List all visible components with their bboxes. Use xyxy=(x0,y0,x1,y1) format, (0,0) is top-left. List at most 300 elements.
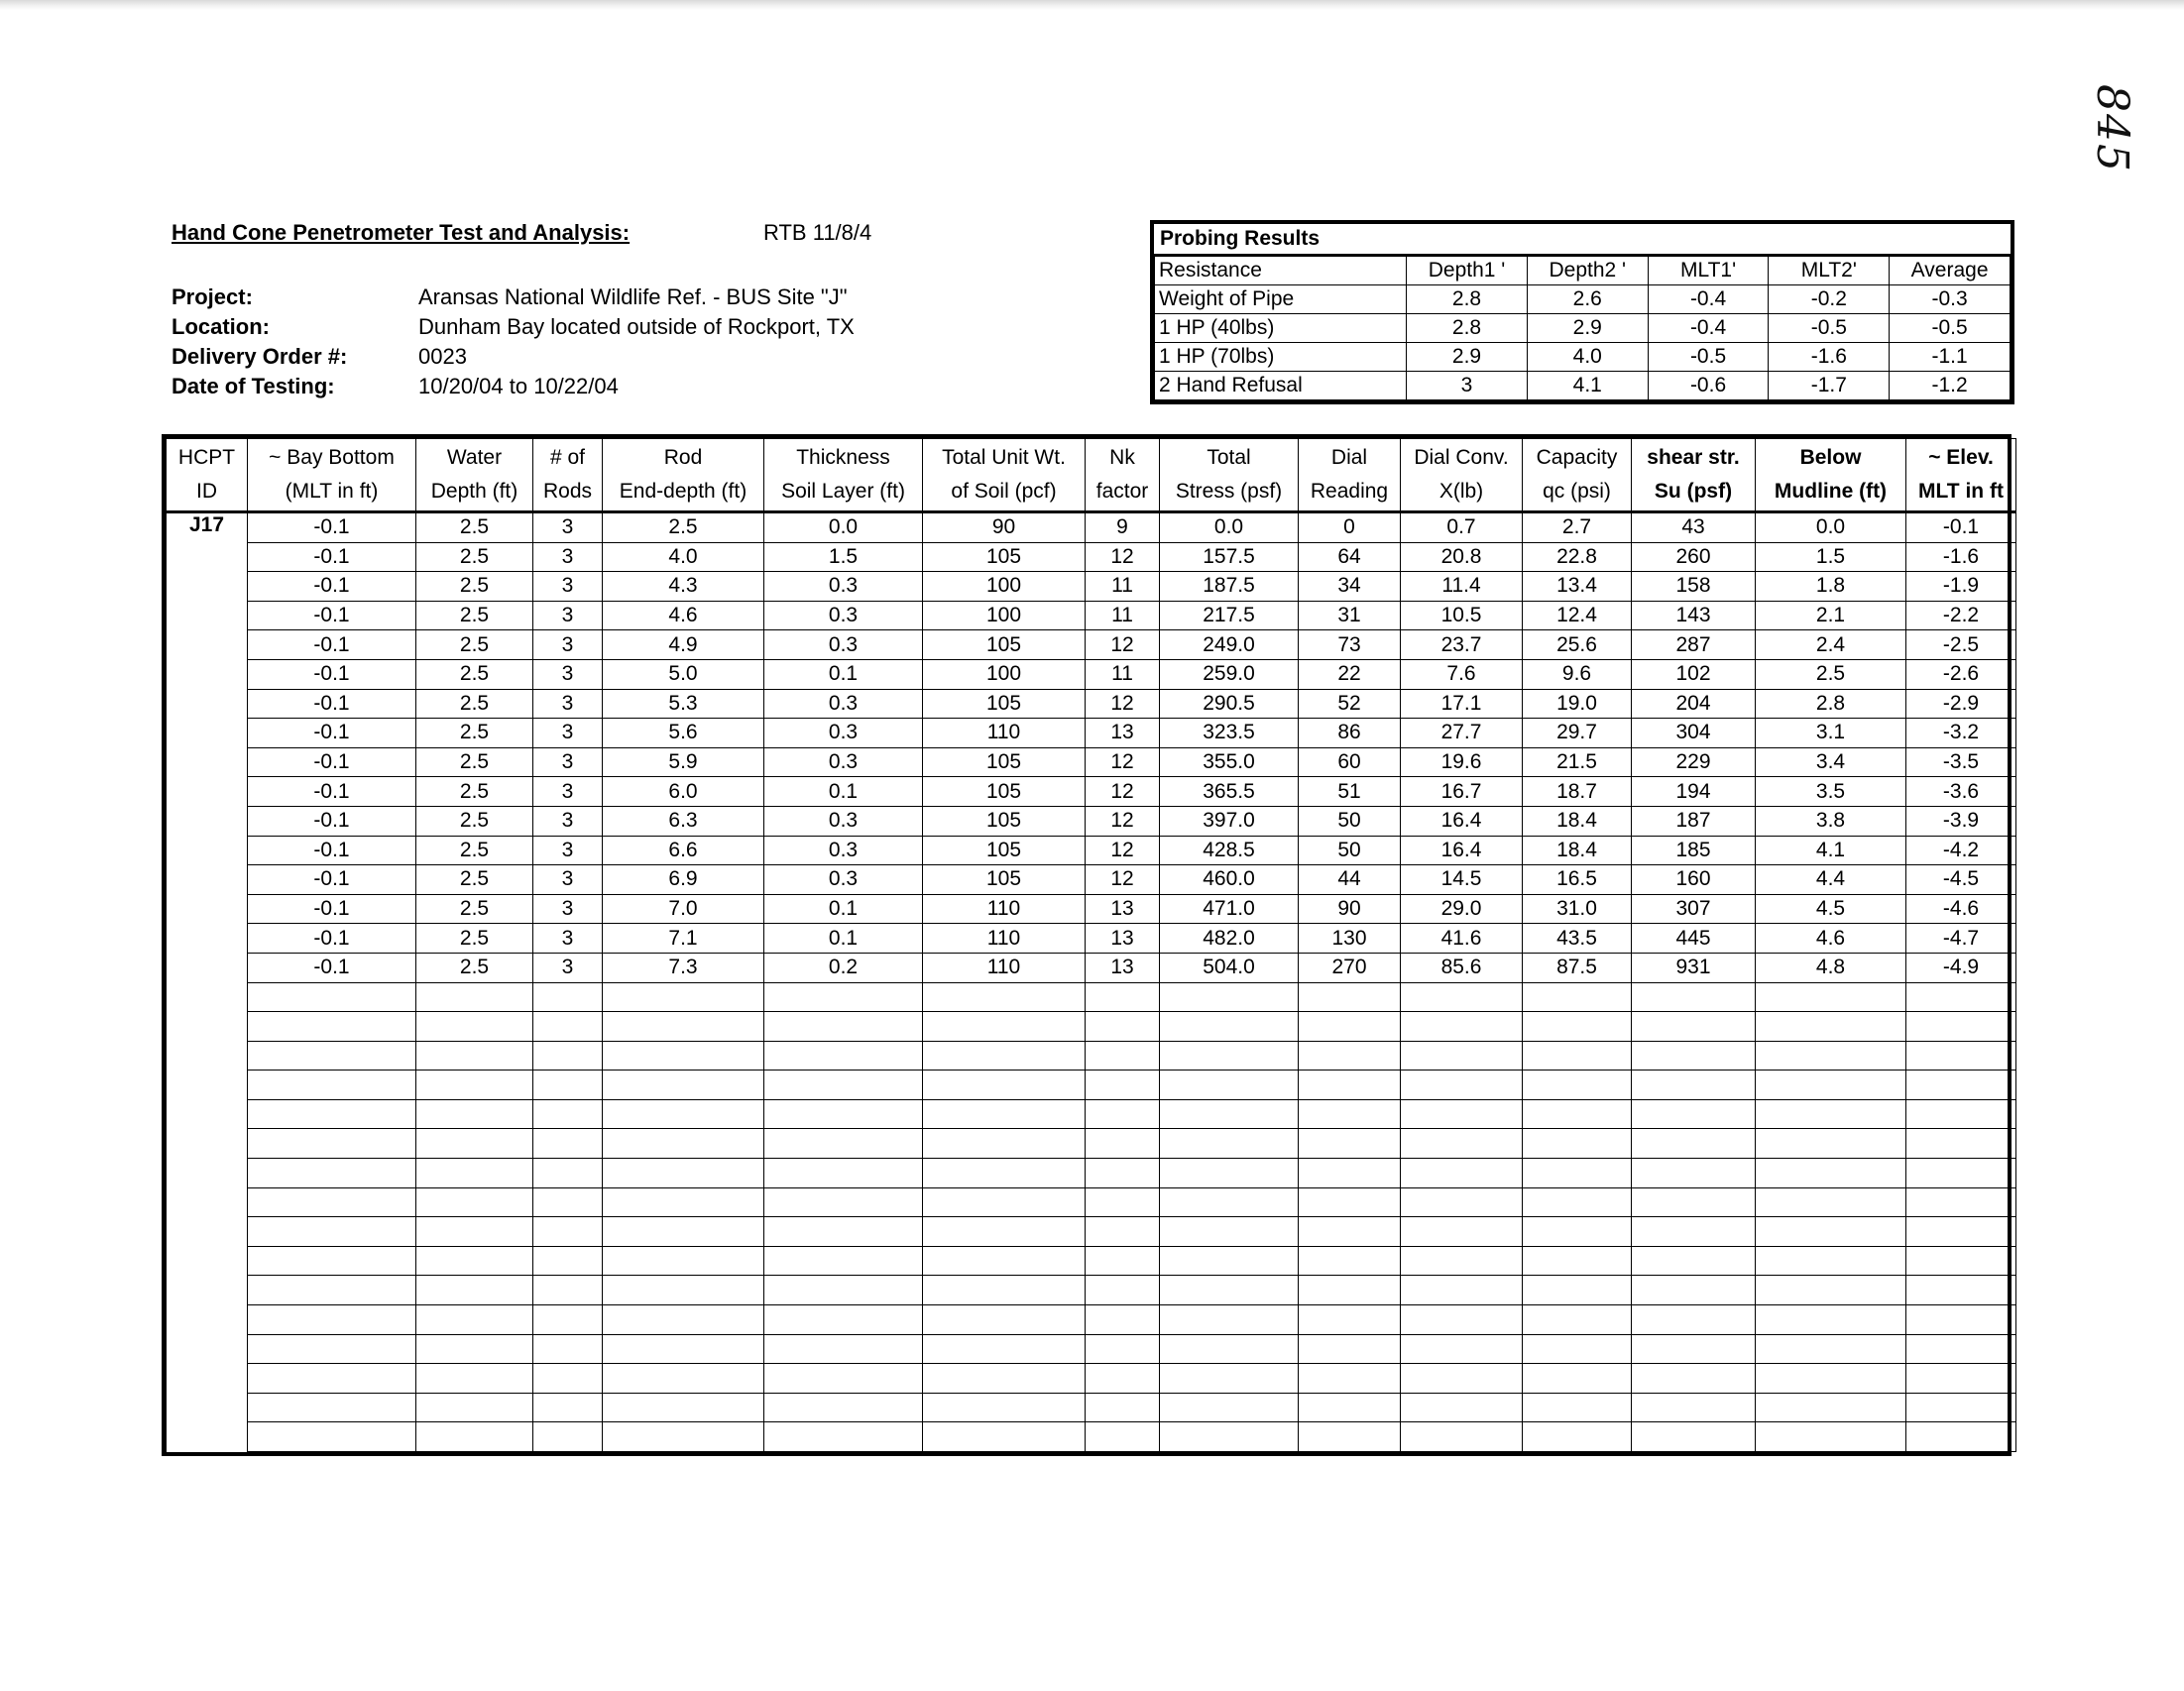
probing-cell: -0.4 xyxy=(1648,285,1769,314)
table-cell: -0.1 xyxy=(248,924,416,954)
table-cell: 3.1 xyxy=(1756,719,1906,748)
table-cell xyxy=(1299,1217,1401,1247)
hcpt-id-blank xyxy=(167,601,248,630)
hcpt-id-blank xyxy=(167,865,248,895)
table-cell: 185 xyxy=(1632,836,1756,865)
table-cell xyxy=(1299,1246,1401,1276)
table-cell xyxy=(533,1334,603,1364)
probing-results-title: Probing Results xyxy=(1154,224,2011,256)
empty-table-row xyxy=(167,1276,2016,1305)
table-cell xyxy=(1632,1393,1756,1422)
table-cell xyxy=(533,1364,603,1394)
table-cell xyxy=(1401,1099,1523,1129)
table-cell xyxy=(1756,1217,1906,1247)
table-cell xyxy=(533,1422,603,1452)
probing-column-header: MLT2' xyxy=(1769,257,1890,285)
table-cell xyxy=(1299,1129,1401,1159)
column-header xyxy=(416,439,533,512)
table-cell: -1.6 xyxy=(1906,542,2016,572)
table-cell: 3 xyxy=(533,630,603,660)
table-cell xyxy=(1523,1099,1632,1129)
table-cell xyxy=(416,1012,533,1042)
table-cell xyxy=(416,1099,533,1129)
table-cell xyxy=(533,1071,603,1100)
table-cell: 4.0 xyxy=(603,542,764,572)
table-cell: 41.6 xyxy=(1401,924,1523,954)
empty-table-row xyxy=(167,1334,2016,1364)
table-cell xyxy=(1906,1393,2016,1422)
table-cell xyxy=(1523,982,1632,1012)
table-cell xyxy=(603,1129,764,1159)
table-cell: 12 xyxy=(1086,689,1160,719)
table-cell: 19.0 xyxy=(1523,689,1632,719)
table-cell xyxy=(1756,1012,1906,1042)
table-cell xyxy=(1906,1305,2016,1335)
table-cell xyxy=(1523,1217,1632,1247)
table-cell: -4.5 xyxy=(1906,865,2016,895)
table-cell: 100 xyxy=(923,601,1086,630)
table-cell xyxy=(1632,1217,1756,1247)
table-row xyxy=(167,836,2016,865)
table-cell: -0.1 xyxy=(248,542,416,572)
table-cell xyxy=(416,1305,533,1335)
table-cell xyxy=(1299,1187,1401,1217)
table-cell: 3 xyxy=(533,894,603,924)
table-cell xyxy=(1086,1276,1160,1305)
table-cell: 2.8 xyxy=(1756,689,1906,719)
table-cell: 22 xyxy=(1299,659,1401,689)
table-cell xyxy=(1632,1305,1756,1335)
table-cell: -0.1 xyxy=(248,894,416,924)
table-cell xyxy=(1160,1187,1299,1217)
table-cell xyxy=(764,1422,923,1452)
project-info xyxy=(172,282,855,401)
meta-label: Delivery Order #: xyxy=(172,344,348,369)
table-cell: -0.1 xyxy=(248,719,416,748)
column-header-line2: MLT in ft xyxy=(1918,480,2004,503)
table-cell xyxy=(764,982,923,1012)
empty-table-row xyxy=(167,1099,2016,1129)
hcpt-id-blank xyxy=(167,1217,248,1247)
empty-table-row xyxy=(167,1129,2016,1159)
table-cell: 12 xyxy=(1086,747,1160,777)
table-cell xyxy=(923,1246,1086,1276)
probing-cell: -0.5 xyxy=(1648,343,1769,372)
table-row xyxy=(167,719,2016,748)
table-cell: 2.5 xyxy=(416,924,533,954)
table-cell xyxy=(416,1364,533,1394)
table-row xyxy=(167,747,2016,777)
table-cell xyxy=(1523,1276,1632,1305)
column-header xyxy=(923,439,1086,512)
table-cell: 3 xyxy=(533,542,603,572)
table-cell: 31.0 xyxy=(1523,894,1632,924)
table-cell xyxy=(603,1422,764,1452)
empty-table-row xyxy=(167,1217,2016,1247)
table-cell xyxy=(416,1217,533,1247)
table-cell: 16.4 xyxy=(1401,836,1523,865)
table-cell xyxy=(603,1334,764,1364)
table-cell: -0.1 xyxy=(248,806,416,836)
table-cell: 2.5 xyxy=(416,777,533,807)
column-header-line1: Rod xyxy=(663,446,703,469)
table-cell xyxy=(1756,1071,1906,1100)
table-cell xyxy=(1086,1364,1160,1394)
table-cell xyxy=(603,1364,764,1394)
table-cell: 1.5 xyxy=(764,542,923,572)
table-cell xyxy=(764,1041,923,1071)
table-cell: 50 xyxy=(1299,806,1401,836)
probing-row-label: 1 HP (70lbs) xyxy=(1155,343,1407,372)
table-cell xyxy=(1906,1422,2016,1452)
table-cell xyxy=(1756,1099,1906,1129)
meta-label: Location: xyxy=(172,314,270,339)
table-cell: 3 xyxy=(533,719,603,748)
table-cell: 0.2 xyxy=(764,953,923,982)
table-cell xyxy=(1632,1364,1756,1394)
table-cell xyxy=(603,1393,764,1422)
column-header-line2: Rods xyxy=(542,480,593,503)
table-cell xyxy=(1086,1099,1160,1129)
table-cell: 18.4 xyxy=(1523,836,1632,865)
table-cell: 2.5 xyxy=(416,865,533,895)
table-cell xyxy=(1401,1364,1523,1394)
table-cell: -4.7 xyxy=(1906,924,2016,954)
table-cell xyxy=(1523,1187,1632,1217)
probing-cell: -1.1 xyxy=(1890,343,2011,372)
column-header-line2: factor xyxy=(1095,480,1149,503)
table-cell: 34 xyxy=(1299,572,1401,602)
table-cell: 27.7 xyxy=(1401,719,1523,748)
table-cell xyxy=(416,1187,533,1217)
table-cell: 3 xyxy=(533,865,603,895)
probing-cell: 2.8 xyxy=(1407,285,1528,314)
table-cell xyxy=(533,1246,603,1276)
table-cell xyxy=(1086,1129,1160,1159)
table-cell xyxy=(1160,1099,1299,1129)
table-cell xyxy=(764,1159,923,1188)
table-cell: 19.6 xyxy=(1401,747,1523,777)
table-cell: 2.5 xyxy=(416,806,533,836)
column-header xyxy=(1086,439,1160,512)
table-cell xyxy=(1523,1012,1632,1042)
table-cell: -2.9 xyxy=(1906,689,2016,719)
meta-value: Aransas National Wildlife Ref. - BUS Site "J" xyxy=(418,284,848,309)
hcpt-data-table xyxy=(162,434,2012,1456)
hcpt-id-blank xyxy=(167,1129,248,1159)
table-cell xyxy=(1756,1334,1906,1364)
table-cell: 0.3 xyxy=(764,689,923,719)
table-cell: 323.5 xyxy=(1160,719,1299,748)
table-cell: 158 xyxy=(1632,572,1756,602)
hcpt-id-blank xyxy=(167,1305,248,1335)
table-cell xyxy=(764,1217,923,1247)
probing-row xyxy=(1155,285,2011,314)
probing-row-label: Weight of Pipe xyxy=(1155,285,1407,314)
table-cell xyxy=(1523,1364,1632,1394)
table-cell xyxy=(764,1364,923,1394)
hcpt-id-cell: J17 xyxy=(167,512,248,543)
table-cell xyxy=(1906,982,2016,1012)
table-cell xyxy=(923,1187,1086,1217)
table-cell: 22.8 xyxy=(1523,542,1632,572)
table-cell xyxy=(603,1217,764,1247)
table-cell: 0.1 xyxy=(764,659,923,689)
table-cell xyxy=(1632,1129,1756,1159)
table-cell: 3.4 xyxy=(1756,747,1906,777)
table-cell: 11 xyxy=(1086,572,1160,602)
table-cell xyxy=(416,1129,533,1159)
table-cell xyxy=(1523,1159,1632,1188)
table-cell: 86 xyxy=(1299,719,1401,748)
empty-table-row xyxy=(167,982,2016,1012)
table-cell xyxy=(416,1422,533,1452)
table-cell: 43.5 xyxy=(1523,924,1632,954)
table-cell: 187.5 xyxy=(1160,572,1299,602)
table-cell: 5.3 xyxy=(603,689,764,719)
table-cell: 50 xyxy=(1299,836,1401,865)
table-cell: 217.5 xyxy=(1160,601,1299,630)
table-cell xyxy=(416,1041,533,1071)
table-row xyxy=(167,777,2016,807)
table-cell: 13 xyxy=(1086,719,1160,748)
table-cell xyxy=(1401,1129,1523,1159)
table-cell: 2.5 xyxy=(416,894,533,924)
hcpt-id-blank xyxy=(167,836,248,865)
empty-table-row xyxy=(167,1159,2016,1188)
table-cell xyxy=(1160,1334,1299,1364)
table-cell: 0.3 xyxy=(764,601,923,630)
table-cell: 3 xyxy=(533,953,603,982)
table-cell: 6.6 xyxy=(603,836,764,865)
table-cell xyxy=(1756,1129,1906,1159)
probing-column-header: Average xyxy=(1890,257,2011,285)
table-cell: 4.6 xyxy=(1756,924,1906,954)
table-cell: 29.7 xyxy=(1523,719,1632,748)
column-header-line2: Stress (psf) xyxy=(1175,480,1283,503)
hcpt-id-blank xyxy=(167,1187,248,1217)
table-cell xyxy=(923,1334,1086,1364)
table-cell: 6.9 xyxy=(603,865,764,895)
table-cell: 187 xyxy=(1632,806,1756,836)
table-cell: 3 xyxy=(533,836,603,865)
table-cell: 157.5 xyxy=(1160,542,1299,572)
table-cell: 3 xyxy=(533,512,603,543)
table-cell: 52 xyxy=(1299,689,1401,719)
column-header-line2: Reading xyxy=(1310,480,1389,503)
table-cell xyxy=(603,1012,764,1042)
table-cell: 3.8 xyxy=(1756,806,1906,836)
table-cell: -2.2 xyxy=(1906,601,2016,630)
table-cell xyxy=(1160,1217,1299,1247)
table-cell: 12 xyxy=(1086,836,1160,865)
probing-column-header: MLT1' xyxy=(1648,257,1769,285)
probing-row xyxy=(1155,343,2011,372)
table-cell: 18.7 xyxy=(1523,777,1632,807)
table-cell: 90 xyxy=(1299,894,1401,924)
table-cell xyxy=(1299,1393,1401,1422)
table-cell xyxy=(923,1276,1086,1305)
table-cell xyxy=(1086,1012,1160,1042)
probing-cell: -0.3 xyxy=(1890,285,2011,314)
probing-column-header: Depth2 ' xyxy=(1527,257,1648,285)
table-cell: 1.5 xyxy=(1756,542,1906,572)
table-cell: 51 xyxy=(1299,777,1401,807)
table-cell xyxy=(1632,1422,1756,1452)
empty-table-row xyxy=(167,1422,2016,1452)
table-cell xyxy=(764,1012,923,1042)
table-cell: 0.3 xyxy=(764,836,923,865)
table-cell xyxy=(764,1305,923,1335)
table-cell xyxy=(1160,1246,1299,1276)
table-cell: 2.4 xyxy=(1756,630,1906,660)
table-cell: 1.8 xyxy=(1756,572,1906,602)
table-cell xyxy=(1086,1305,1160,1335)
column-header xyxy=(1632,439,1756,512)
table-cell: 2.5 xyxy=(416,747,533,777)
table-cell xyxy=(1401,1217,1523,1247)
hcpt-id-blank xyxy=(167,1071,248,1100)
table-cell xyxy=(248,1276,416,1305)
document-title: Hand Cone Penetrometer Test and Analysis: xyxy=(172,220,631,245)
table-cell: 2.5 xyxy=(603,512,764,543)
table-row xyxy=(167,689,2016,719)
table-cell: 5.0 xyxy=(603,659,764,689)
table-cell: 2.5 xyxy=(416,953,533,982)
table-cell xyxy=(248,1099,416,1129)
table-cell: -0.1 xyxy=(248,572,416,602)
table-cell: 307 xyxy=(1632,894,1756,924)
table-cell xyxy=(1632,1012,1756,1042)
table-cell: 102 xyxy=(1632,659,1756,689)
table-cell: 4.6 xyxy=(603,601,764,630)
hcpt-id-blank xyxy=(167,1246,248,1276)
table-cell xyxy=(248,1217,416,1247)
table-cell: 11 xyxy=(1086,659,1160,689)
column-header-line1: Nk xyxy=(1109,446,1135,469)
hcpt-id-blank xyxy=(167,1422,248,1452)
table-cell xyxy=(1906,1012,2016,1042)
table-cell: 16.5 xyxy=(1523,865,1632,895)
table-cell xyxy=(1632,1187,1756,1217)
table-cell: -0.1 xyxy=(248,865,416,895)
table-cell: 2.5 xyxy=(416,836,533,865)
table-cell: 18.4 xyxy=(1523,806,1632,836)
table-cell xyxy=(1906,1099,2016,1129)
hcpt-id-blank xyxy=(167,924,248,954)
table-cell xyxy=(923,1159,1086,1188)
table-cell: 85.6 xyxy=(1401,953,1523,982)
table-cell xyxy=(248,1071,416,1100)
table-cell: 12 xyxy=(1086,806,1160,836)
probing-cell: -0.5 xyxy=(1769,314,1890,343)
table-cell: 12.4 xyxy=(1523,601,1632,630)
table-cell: 7.1 xyxy=(603,924,764,954)
table-cell xyxy=(1906,1364,2016,1394)
table-cell: 0.0 xyxy=(1160,512,1299,543)
table-cell xyxy=(603,1099,764,1129)
table-cell xyxy=(1086,1334,1160,1364)
table-cell: 13 xyxy=(1086,924,1160,954)
table-cell: 270 xyxy=(1299,953,1401,982)
table-cell: -0.1 xyxy=(248,630,416,660)
table-cell: -0.1 xyxy=(1906,512,2016,543)
table-cell xyxy=(1401,1041,1523,1071)
table-cell: 471.0 xyxy=(1160,894,1299,924)
table-cell xyxy=(1299,1422,1401,1452)
table-cell xyxy=(1160,1305,1299,1335)
table-cell: 0.3 xyxy=(764,719,923,748)
table-cell: 2.5 xyxy=(416,659,533,689)
table-cell xyxy=(603,1071,764,1100)
table-cell: -0.1 xyxy=(248,601,416,630)
table-cell xyxy=(1523,1422,1632,1452)
table-cell xyxy=(1299,1012,1401,1042)
table-cell xyxy=(1632,1099,1756,1129)
column-header-line1: Capacity xyxy=(1536,446,1618,469)
column-header-line2: of Soil (pcf) xyxy=(951,480,1057,503)
empty-table-row xyxy=(167,1012,2016,1042)
column-header xyxy=(1299,439,1401,512)
table-cell xyxy=(1160,1159,1299,1188)
hcpt-id-blank xyxy=(167,1012,248,1042)
table-cell: 3 xyxy=(533,659,603,689)
probing-row xyxy=(1155,314,2011,343)
table-cell xyxy=(1401,1159,1523,1188)
table-cell xyxy=(1299,1334,1401,1364)
table-cell xyxy=(764,1129,923,1159)
probing-column-header: Depth1 ' xyxy=(1407,257,1528,285)
table-cell: 4.8 xyxy=(1756,953,1906,982)
hcpt-id-blank xyxy=(167,953,248,982)
table-cell: 11 xyxy=(1086,601,1160,630)
column-header-line1: Total xyxy=(1207,446,1251,469)
table-cell: 3 xyxy=(533,924,603,954)
probing-cell: 4.0 xyxy=(1527,343,1648,372)
table-cell: -4.6 xyxy=(1906,894,2016,924)
scan-edge xyxy=(0,0,2184,10)
probing-cell: -1.7 xyxy=(1769,372,1890,400)
table-cell: 0.3 xyxy=(764,865,923,895)
table-cell xyxy=(923,1305,1086,1335)
table-cell: 110 xyxy=(923,719,1086,748)
table-cell xyxy=(1756,982,1906,1012)
table-cell xyxy=(533,1041,603,1071)
table-cell: 229 xyxy=(1632,747,1756,777)
table-cell: -0.1 xyxy=(248,777,416,807)
table-cell xyxy=(603,1305,764,1335)
table-cell xyxy=(1160,1276,1299,1305)
table-cell xyxy=(603,982,764,1012)
table-cell: 16.4 xyxy=(1401,806,1523,836)
table-cell xyxy=(923,1364,1086,1394)
probing-row-label: 2 Hand Refusal xyxy=(1155,372,1407,400)
table-cell: 0 xyxy=(1299,512,1401,543)
table-cell xyxy=(533,1217,603,1247)
probing-cell: -1.6 xyxy=(1769,343,1890,372)
probing-cell: -0.2 xyxy=(1769,285,1890,314)
meta-value: Dunham Bay located outside of Rockport, TX xyxy=(418,314,855,339)
table-cell xyxy=(1523,1041,1632,1071)
table-cell xyxy=(248,1393,416,1422)
table-cell: -3.2 xyxy=(1906,719,2016,748)
table-cell: 100 xyxy=(923,659,1086,689)
table-cell: -2.5 xyxy=(1906,630,2016,660)
column-header-line1: Thickness xyxy=(796,446,890,469)
hcpt-id-blank xyxy=(167,542,248,572)
table-cell: 2.1 xyxy=(1756,601,1906,630)
table-cell xyxy=(1756,1305,1906,1335)
